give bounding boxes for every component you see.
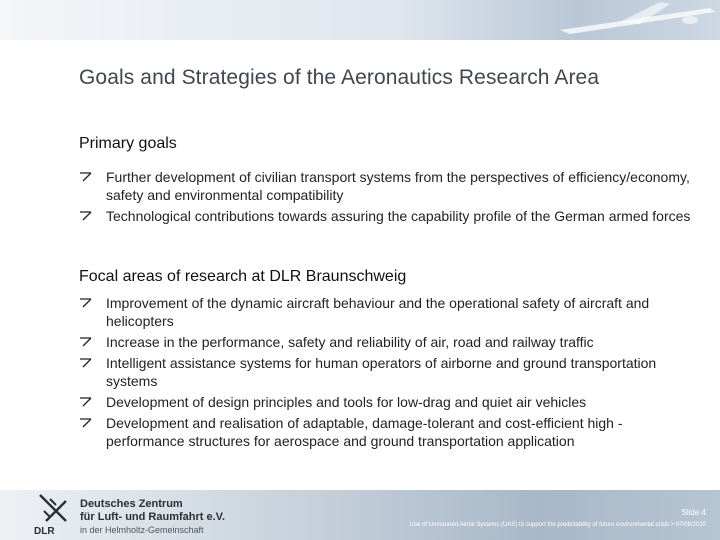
list-item-text: Development of design principles and tools for low-drag and quiet air vehicles	[106, 394, 587, 410]
logo-text: DLR	[34, 526, 55, 537]
arrow-bullet-icon	[79, 417, 93, 429]
list-item	[79, 354, 699, 390]
list-item	[79, 207, 699, 225]
focal-areas-list	[79, 294, 699, 453]
list-item	[79, 168, 699, 204]
arrow-bullet-icon	[79, 357, 93, 369]
arrow-bullet-icon	[79, 171, 93, 183]
list-item-text: Technological contributions towards assuring the capability profile of the German armed forces	[106, 208, 691, 224]
arrow-bullet-icon	[79, 336, 93, 348]
focal-areas-heading: Focal areas of research at DLR Braunschweig	[79, 268, 407, 285]
org-name-line2: für Luft- und Raumfahrt e.V.	[80, 511, 226, 523]
primary-goals-heading: Primary goals	[79, 135, 177, 152]
primary-goals-list	[79, 168, 699, 228]
slide-title: Goals and Strategies of the Aeronautics Research Area	[79, 66, 600, 89]
header-band	[0, 0, 720, 40]
list-item-text: Development and realisation of adaptable, damage-tolerant and cost-efficient high -performance structures for aerospace and ground transportation application	[106, 415, 623, 449]
org-name-line1: Deutsches Zentrum	[80, 498, 183, 510]
list-item-text: Improvement of the dynamic aircraft behaviour and the operational safety of aircraft and helicopters	[106, 295, 650, 329]
arrow-bullet-icon	[79, 396, 93, 408]
list-item-text: Further development of civilian transport systems from the perspectives of efficiency/economy, safety and environmental compatibility	[106, 169, 690, 203]
dlr-logo-icon	[30, 491, 76, 537]
list-item	[79, 414, 699, 450]
slide-number: Slide 4	[681, 508, 706, 517]
arrow-bullet-icon	[79, 297, 93, 309]
footer-caption: Use of Unmanned Aerial Systems (UAS) to support the predictability of future environmental crisis > 07/08/2010	[409, 522, 706, 528]
list-item	[79, 333, 699, 351]
list-item	[79, 393, 699, 411]
list-item	[79, 294, 699, 330]
org-name-line3: in der Helmholtz-Gemeinschaft	[80, 525, 204, 535]
aircraft-image	[540, 0, 720, 40]
list-item-text: Intelligent assistance systems for human operators of airborne and ground transportation systems	[106, 355, 657, 389]
arrow-bullet-icon	[79, 210, 93, 222]
list-item-text: Increase in the performance, safety and reliability of air, road and railway traffic	[106, 334, 594, 350]
